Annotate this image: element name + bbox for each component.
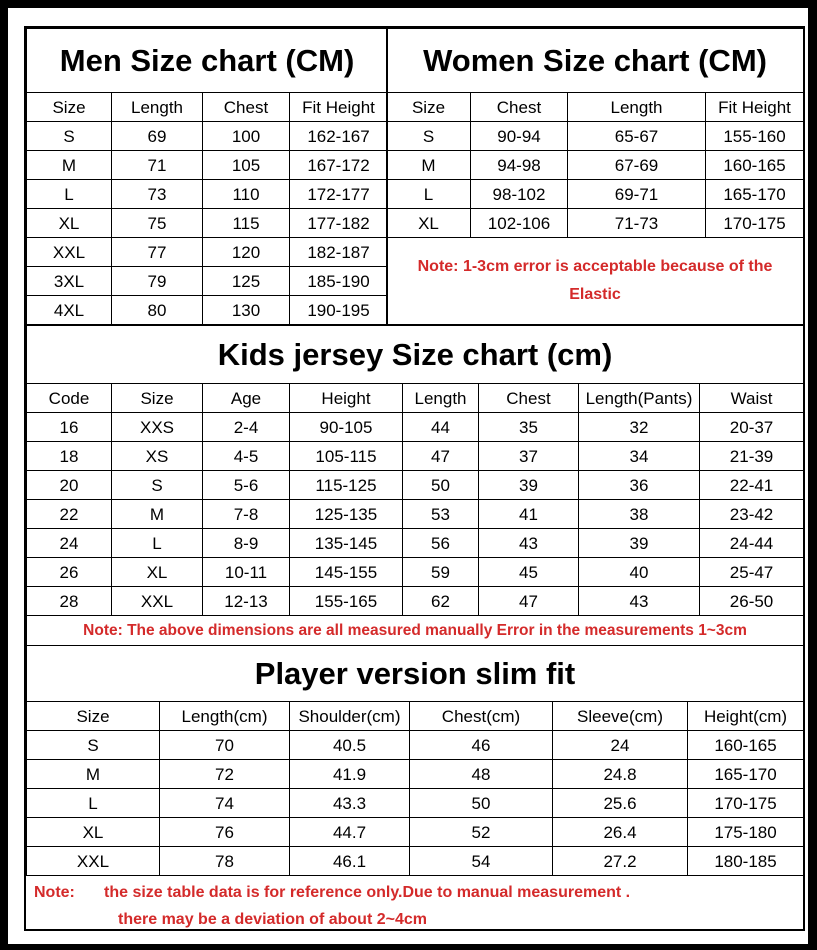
table-row [27,731,804,760]
table-cell: 98-102 [471,180,568,209]
player-header-size: Size [27,702,160,731]
player-header-length: Length(cm) [160,702,290,731]
women-note-line2: Elastic [569,286,621,303]
men-size-table [26,28,388,325]
table-cell: 175-180 [688,818,804,847]
table-cell: 102-106 [471,209,568,238]
kids-header-chest: Chest [479,384,579,413]
table-row [27,558,804,587]
table-cell: 90-94 [471,122,568,151]
table-cell: 26 [27,558,112,587]
men-chart-title: Men Size chart (CM) [27,29,388,93]
table-cell: 24.8 [553,760,688,789]
table-cell: 38 [579,500,700,529]
table-cell: L [387,180,471,209]
table-row [27,442,804,471]
women-note-line1: Note: 1-3cm error is acceptable because of the [417,258,773,275]
table-cell: 23-42 [700,500,804,529]
kids-rows [27,413,804,616]
table-cell: 3XL [27,267,112,296]
table-cell: 182-187 [290,238,388,267]
table-cell: 190-195 [290,296,388,325]
table-cell: 37 [479,442,579,471]
table-cell: 170-175 [688,789,804,818]
kids-header-height: Height [290,384,403,413]
kids-header-length: Length [403,384,479,413]
table-cell: XXL [27,238,112,267]
table-cell: 75 [112,209,203,238]
table-row [27,296,388,325]
player-note-prefix: Note: [34,884,75,901]
table-cell: 47 [479,587,579,616]
table-cell: 76 [160,818,290,847]
table-cell: 28 [27,587,112,616]
table-cell: M [27,151,112,180]
table-cell: M [112,500,203,529]
table-cell: 34 [579,442,700,471]
table-cell: 46 [410,731,553,760]
table-cell: 120 [203,238,290,267]
table-cell: 26-50 [700,587,804,616]
table-cell: 172-177 [290,180,388,209]
table-cell: 10-11 [203,558,290,587]
table-row [387,180,804,209]
table-cell: 27.2 [553,847,688,876]
table-cell: 20-37 [700,413,804,442]
table-cell: 73 [112,180,203,209]
kids-header-size: Size [112,384,203,413]
women-header-size: Size [387,93,471,122]
table-cell: 180-185 [688,847,804,876]
table-cell: XXS [112,413,203,442]
table-cell: S [112,471,203,500]
player-rows [27,731,804,876]
men-header-chest: Chest [203,93,290,122]
table-cell: 77 [112,238,203,267]
table-cell: 160-165 [706,151,804,180]
table-cell: 130 [203,296,290,325]
table-cell: 22 [27,500,112,529]
table-cell: 155-165 [290,587,403,616]
table-cell: L [27,180,112,209]
player-note-line1: the size table data is for reference only.Due to manual measurement . [104,884,631,901]
women-size-table [386,28,804,325]
table-cell: XL [27,818,160,847]
table-cell: 24-44 [700,529,804,558]
table-cell: 50 [410,789,553,818]
table-cell: 72 [160,760,290,789]
table-cell: 35 [479,413,579,442]
women-chart-title: Women Size chart (CM) [387,29,804,93]
table-cell: 25.6 [553,789,688,818]
table-cell: 125 [203,267,290,296]
table-row [27,122,388,151]
table-cell: 25-47 [700,558,804,587]
kids-header-code: Code [27,384,112,413]
table-cell: 32 [579,413,700,442]
table-cell: 24 [27,529,112,558]
player-header-height: Height(cm) [688,702,804,731]
table-row [27,587,804,616]
women-note [387,238,804,325]
table-row [387,122,804,151]
table-cell: 80 [112,296,203,325]
table-cell: 43.3 [290,789,410,818]
table-cell: 110 [203,180,290,209]
kids-header-length-pants: Length(Pants) [579,384,700,413]
table-cell: 20 [27,471,112,500]
table-cell: L [27,789,160,818]
table-cell: 135-145 [290,529,403,558]
table-cell: 69-71 [568,180,706,209]
table-cell: 2-4 [203,413,290,442]
table-cell: 52 [410,818,553,847]
table-cell: 185-190 [290,267,388,296]
table-cell: S [387,122,471,151]
men-rows [27,122,388,325]
table-cell: 46.1 [290,847,410,876]
table-cell: 79 [112,267,203,296]
table-cell: 50 [403,471,479,500]
table-row [27,500,804,529]
table-cell: 65-67 [568,122,706,151]
table-row [27,471,804,500]
table-cell: XL [387,209,471,238]
kids-note: Note: The above dimensions are all measured manually Error in the measurements 1~3cm [27,616,804,646]
player-header-chest: Chest(cm) [410,702,553,731]
table-cell: 36 [579,471,700,500]
table-row [27,760,804,789]
table-row [27,209,388,238]
table-cell: 100 [203,122,290,151]
table-row [27,413,804,442]
table-cell: 160-165 [688,731,804,760]
table-cell: XS [112,442,203,471]
table-cell: 59 [403,558,479,587]
table-row [27,529,804,558]
table-cell: 54 [410,847,553,876]
table-cell: 41 [479,500,579,529]
table-cell: 44.7 [290,818,410,847]
table-cell: 22-41 [700,471,804,500]
table-cell: 177-182 [290,209,388,238]
kids-size-table [26,325,804,646]
table-cell: 48 [410,760,553,789]
player-note-line2: there may be a deviation of about 2~4cm [118,911,427,928]
table-row [27,267,388,296]
table-cell: 26.4 [553,818,688,847]
table-cell: 24 [553,731,688,760]
table-cell: 105-115 [290,442,403,471]
table-cell: 94-98 [471,151,568,180]
table-cell: 170-175 [706,209,804,238]
table-cell: 43 [479,529,579,558]
table-cell: 39 [579,529,700,558]
table-cell: 90-105 [290,413,403,442]
table-cell: 67-69 [568,151,706,180]
men-header-fit-height: Fit Height [290,93,388,122]
women-header-fit-height: Fit Height [706,93,804,122]
table-cell: 165-170 [706,180,804,209]
player-size-table [26,645,804,876]
table-cell: 21-39 [700,442,804,471]
table-cell: 115-125 [290,471,403,500]
table-cell: 71 [112,151,203,180]
table-cell: 167-172 [290,151,388,180]
table-cell: 78 [160,847,290,876]
table-cell: M [387,151,471,180]
table-row [27,818,804,847]
table-row [27,238,388,267]
table-cell: 115 [203,209,290,238]
table-cell: 7-8 [203,500,290,529]
table-cell: 69 [112,122,203,151]
player-header-shoulder: Shoulder(cm) [290,702,410,731]
table-cell: 105 [203,151,290,180]
men-header-size: Size [27,93,112,122]
table-cell: 45 [479,558,579,587]
table-cell: 16 [27,413,112,442]
table-cell: 18 [27,442,112,471]
size-chart-frame [24,26,805,931]
table-cell: 74 [160,789,290,818]
table-cell: 40 [579,558,700,587]
table-cell: 145-155 [290,558,403,587]
table-cell: 43 [579,587,700,616]
table-cell: 56 [403,529,479,558]
kids-header-age: Age [203,384,290,413]
table-row [387,209,804,238]
table-cell: 70 [160,731,290,760]
table-cell: 53 [403,500,479,529]
table-cell: 8-9 [203,529,290,558]
table-cell: S [27,122,112,151]
table-cell: XXL [112,587,203,616]
table-cell: 4XL [27,296,112,325]
table-cell: L [112,529,203,558]
table-cell: 165-170 [688,760,804,789]
table-cell: 41.9 [290,760,410,789]
player-header-sleeve: Sleeve(cm) [553,702,688,731]
kids-chart-title: Kids jersey Size chart (cm) [27,326,804,384]
player-chart-title: Player version slim fit [27,646,804,702]
table-row [27,847,804,876]
size-chart-sheet [8,8,808,944]
men-header-length: Length [112,93,203,122]
women-header-length: Length [568,93,706,122]
table-cell: 39 [479,471,579,500]
table-row [27,789,804,818]
table-cell: 125-135 [290,500,403,529]
table-cell: XXL [27,847,160,876]
table-cell: 40.5 [290,731,410,760]
table-row [27,151,388,180]
table-cell: 4-5 [203,442,290,471]
women-header-chest: Chest [471,93,568,122]
kids-header-waist: Waist [700,384,804,413]
table-cell: XL [112,558,203,587]
table-cell: 44 [403,413,479,442]
table-cell: XL [27,209,112,238]
table-row [387,151,804,180]
table-cell: S [27,731,160,760]
women-rows [387,122,804,238]
table-cell: 47 [403,442,479,471]
table-cell: M [27,760,160,789]
table-row [27,180,388,209]
table-cell: 162-167 [290,122,388,151]
table-cell: 12-13 [203,587,290,616]
table-cell: 71-73 [568,209,706,238]
table-cell: 5-6 [203,471,290,500]
table-cell: 155-160 [706,122,804,151]
table-cell: 62 [403,587,479,616]
